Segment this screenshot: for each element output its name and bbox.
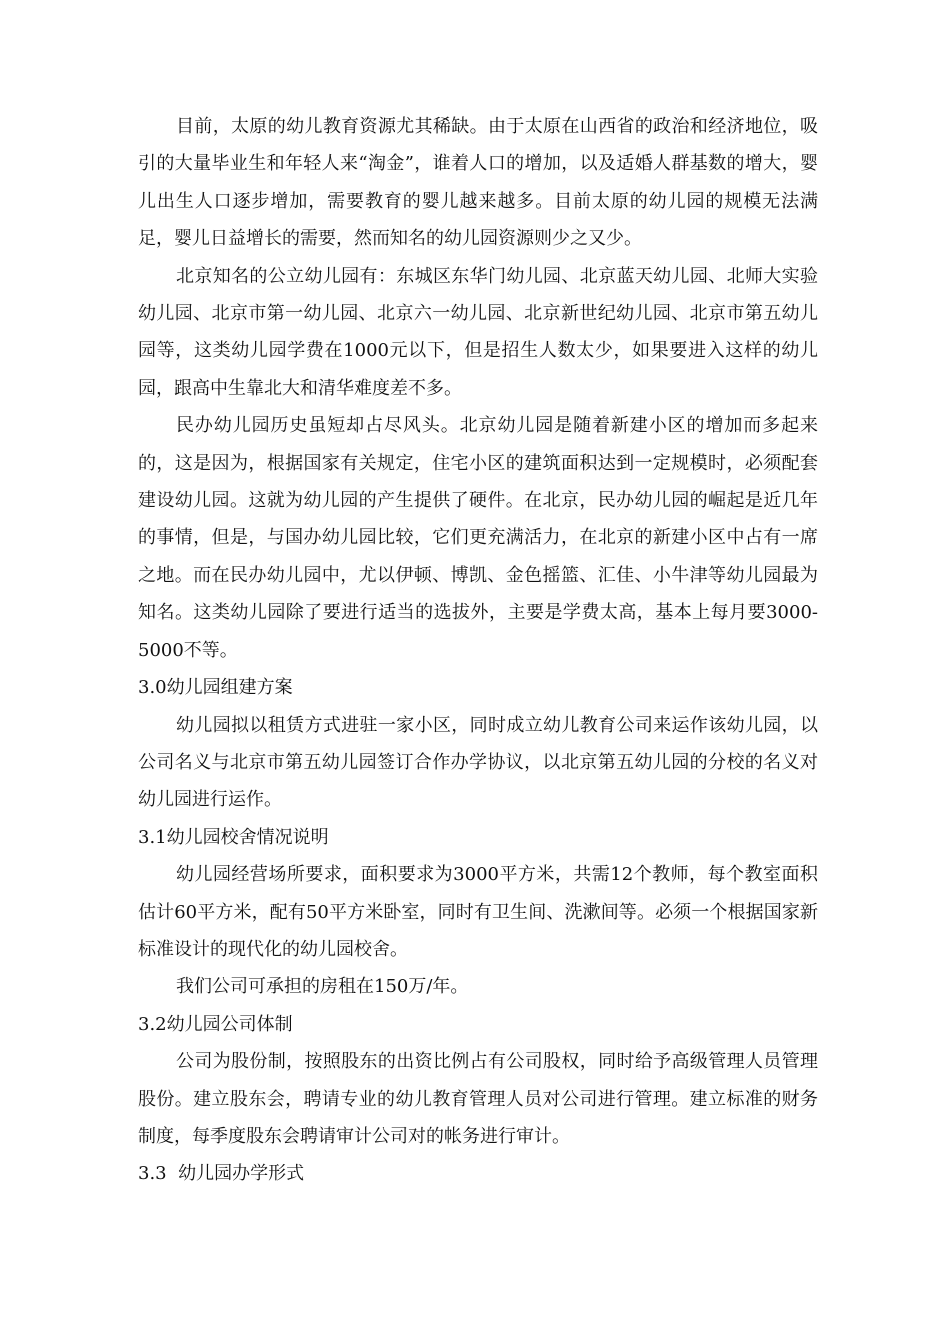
document-body bbox=[138, 108, 818, 1193]
paragraph-establishment-plan: 幼儿园拟以租赁方式进驻一家小区，同时成立幼儿教育公司来运作该幼儿园，以公司名义与北京市第五幼儿园签订合作办学协议，以北京第五幼儿园的分校的名义对幼儿园进行运作。 bbox=[138, 714, 818, 811]
paragraph-beijing-public-kindergartens: 北京知名的公立幼儿园有：东城区东华门幼儿园、北京蓝天幼儿园、北师大实验幼儿园、北京市第一幼儿园、北京六一幼儿园、北京新世纪幼儿园、北京市第五幼儿园等，这类幼儿园学费在1000元以下，但是招生人数太少，如果要进入这样的幼儿园，跟高中生靠北大和清华难度差不多。 bbox=[138, 265, 818, 399]
section-heading-3-0: 3.0幼儿园组建方案 bbox=[138, 677, 293, 699]
paragraph-premises-requirements: 幼儿园经营场所要求，面积要求为3000平方米，共需12个教师，每个教室面积估计60平方米，配有50平方米卧室，同时有卫生间、洗漱间等。必须一个根据国家新标准设计的现代化的幼儿园校舍。 bbox=[138, 864, 818, 960]
paragraph-taiyuan-resources: 目前，太原的幼儿教育资源尤其稀缺。由于太原在山西省的政治和经济地位，吸引的大量毕业生和年轻人来“淘金”，谁着人口的增加，以及适婚人群基数的增大，婴儿出生人口逐步增加，需要教育的婴儿越来越多。目前太原的幼儿园的规模无法满足，婴儿日益增长的需要，然而知名的幼儿园资源则少之又少。 bbox=[138, 116, 818, 250]
section-heading-3-1: 3.1幼儿园校舍情况说明 bbox=[138, 826, 329, 848]
paragraph-company-structure: 公司为股份制，按照股东的出资比例占有公司股权，同时给予高级管理人员管理股份。建立股东会，聘请专业的幼儿教育管理人员对公司进行管理。建立标准的财务制度，每季度股东会聘请审计公司对的帐务进行审计。 bbox=[138, 1051, 818, 1147]
section-heading-3-2: 3.2幼儿园公司体制 bbox=[138, 1013, 293, 1035]
paragraph-rent-capacity: 我们公司可承担的房租在150万/年。 bbox=[176, 976, 469, 998]
paragraph-private-kindergartens: 民办幼儿园历史虽短却占尽风头。北京幼儿园是随着新建小区的增加而多起来的，这是因为，根据国家有关规定，住宅小区的建筑面积达到一定规模时，必须配套建设幼儿园。这就为幼儿园的产生提供了硬件。在北京，民办幼儿园的崛起是近几年的事情，但是，与国办幼儿园比较，它们更充满活力，在北京的新建小区中占有一席之地。而在民办幼儿园中，尤以伊顿、博凯、金色摇篮、汇佳、小牛津等幼儿园最为知名。这类幼儿园除了要进行适当的选拔外，主要是学费太高，基本上每月要3000-5000不等。 bbox=[138, 415, 818, 661]
section-heading-3-3: 3.3 幼儿园办学形式 bbox=[138, 1163, 305, 1185]
